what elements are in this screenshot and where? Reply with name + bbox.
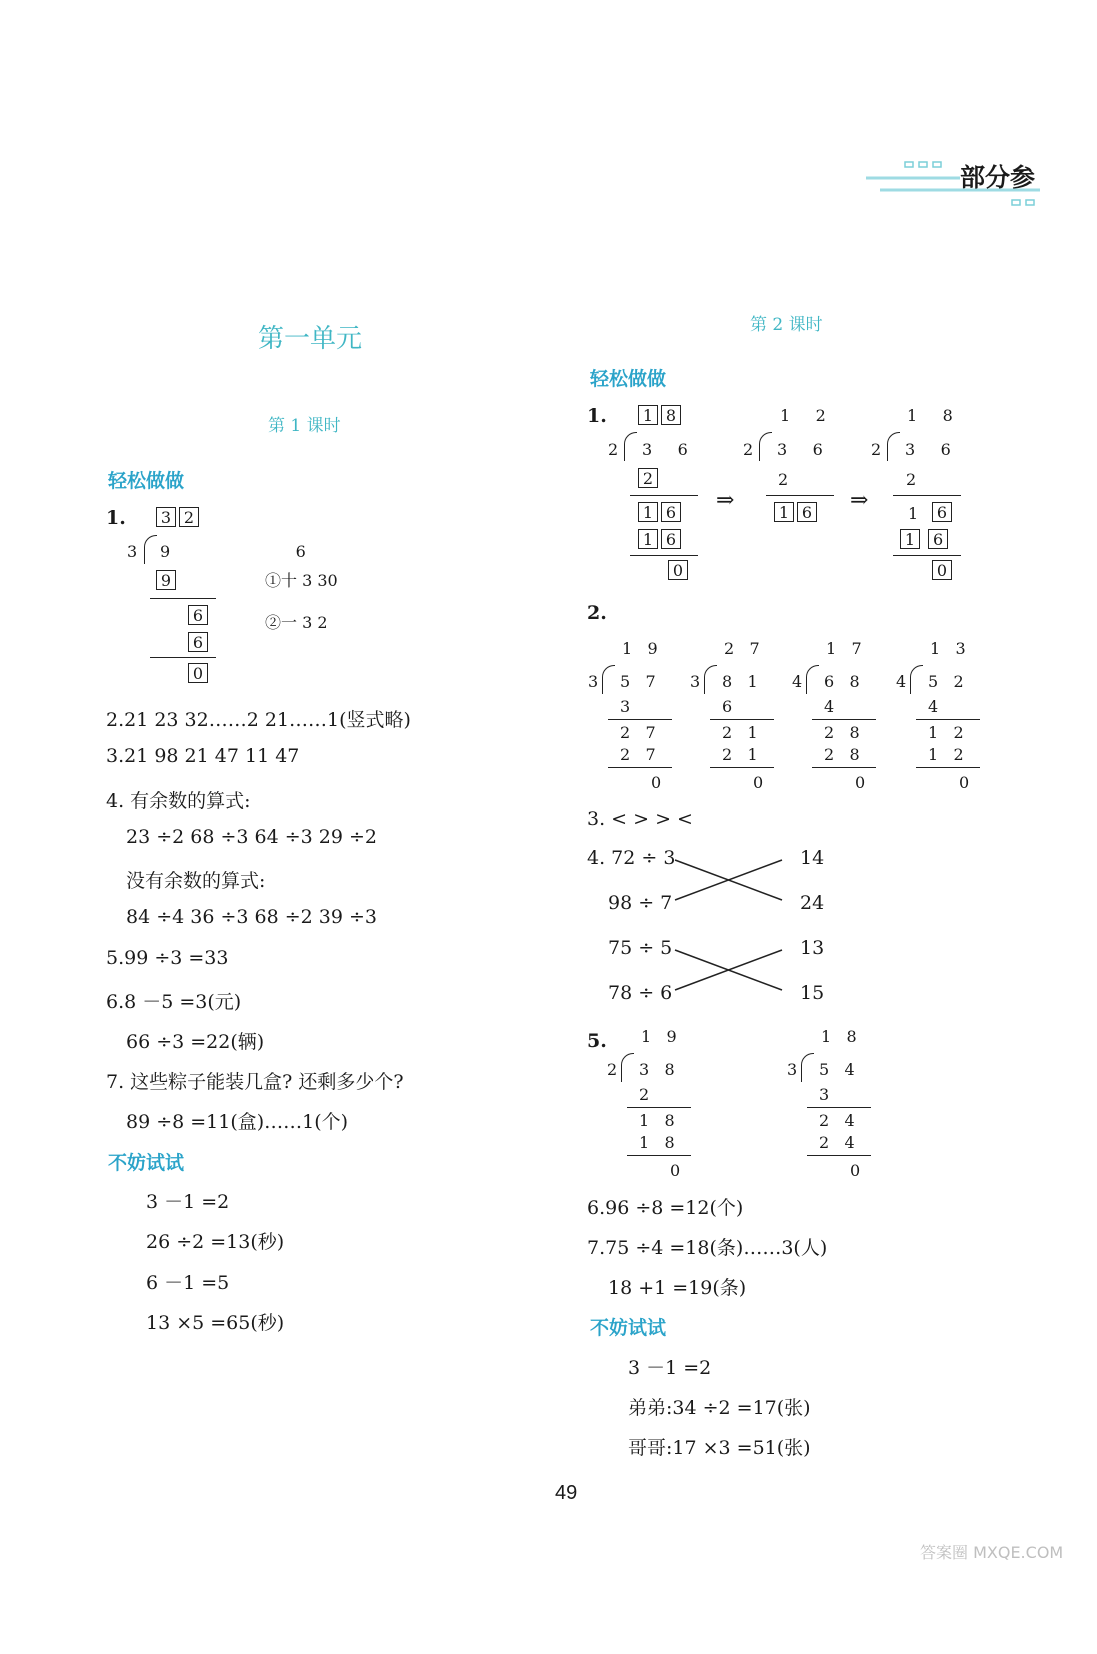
step: 4 <box>824 697 835 716</box>
division-rule <box>812 767 876 768</box>
match-left: 4. 72 ÷ 3 <box>587 847 676 869</box>
r-q1c-s1: 2 <box>906 470 917 489</box>
r-q2-num: 2. <box>587 602 607 624</box>
dividend: 8 1 <box>722 672 758 691</box>
dividend: 6 8 <box>824 672 860 691</box>
step: 3 <box>819 1085 830 1104</box>
q4-b: 84 ÷4 36 ÷3 68 ÷2 39 ÷3 <box>126 906 378 928</box>
r-q1c-s2a: 1 <box>908 504 919 523</box>
r-q1b-dividend: 3 6 <box>777 440 823 459</box>
try-line: 3 －1 =2 <box>146 1191 230 1213</box>
remainder: 0 <box>651 773 662 792</box>
division-rule <box>916 767 980 768</box>
step: 2 1 <box>722 745 758 764</box>
dividend: 5 4 <box>819 1060 855 1079</box>
q1-remainder: 0 <box>188 663 211 683</box>
q1-step3: 6 <box>188 632 211 652</box>
division-rule <box>807 1155 871 1156</box>
division-bracket <box>144 535 157 564</box>
divisor: 4 <box>792 672 803 691</box>
page-number: 49 <box>555 1482 578 1504</box>
step: 2 7 <box>620 745 656 764</box>
division-rule <box>150 657 216 658</box>
q5: 5.99 ÷3 =33 <box>106 947 229 969</box>
division-rule <box>893 555 961 556</box>
dividend: 5 7 <box>620 672 656 691</box>
match-right: 14 <box>800 847 825 869</box>
divisor: 4 <box>896 672 907 691</box>
r-q1a-rem: 0 <box>668 560 691 580</box>
q1-step1: 9 <box>156 570 179 590</box>
step: 1 2 <box>928 723 964 742</box>
q6b: 66 ÷3 =22(辆) <box>126 1031 265 1053</box>
arrow-icon: ⇒ <box>716 488 735 513</box>
remainder: 0 <box>670 1161 681 1180</box>
section-easy-2: 轻松做做 <box>590 368 667 390</box>
section-try-2: 不妨试试 <box>590 1317 667 1339</box>
quotient: 1 8 <box>821 1027 857 1046</box>
quotient: 1 9 <box>622 639 658 658</box>
r-q1c-s2b: 6 <box>932 502 955 522</box>
r-q6: 6.96 ÷8 =12(个) <box>587 1197 744 1219</box>
r-q7a: 7.75 ÷4 =18(条)……3(人) <box>587 1237 828 1259</box>
q7a: 7. 这些粽子能装几盒? 还剩多少个? <box>106 1071 404 1093</box>
q3: 3.21 98 21 47 11 47 <box>106 745 300 767</box>
quotient: 1 7 <box>826 639 862 658</box>
r-q1a-dividend: 3 6 <box>642 440 688 459</box>
q2: 2.21 23 32……2 21……1(竖式略) <box>106 709 411 731</box>
r-q1a-divisor: 2 <box>608 440 619 459</box>
match-right: 15 <box>800 982 825 1004</box>
remainder: 0 <box>850 1161 861 1180</box>
r-q1b-s2: 1 6 <box>774 502 820 522</box>
division-bracket <box>910 665 923 694</box>
divisor: 3 <box>588 672 599 691</box>
lesson-title-1: 第 1 课时 <box>268 416 341 436</box>
q6a: 6.8 －5 =3(元) <box>106 991 242 1013</box>
match-left: 75 ÷ 5 <box>608 937 673 959</box>
quotient: 1 9 <box>641 1027 677 1046</box>
r-q1c-quotient: 1 8 <box>907 406 953 425</box>
r-q1b-quotient: 1 2 <box>780 406 826 425</box>
q7b: 89 ÷8 =11(盒)……1(个) <box>126 1111 349 1133</box>
step: 1 2 <box>928 745 964 764</box>
division-rule <box>893 495 961 496</box>
q4-title: 4. 有余数的算式: <box>106 790 251 812</box>
remainder: 0 <box>855 773 866 792</box>
step: 1 8 <box>639 1111 675 1130</box>
dividend: 3 8 <box>639 1060 675 1079</box>
division-rule <box>710 767 774 768</box>
step: 2 1 <box>722 723 758 742</box>
division-bracket <box>806 665 819 694</box>
step: 2 8 <box>824 723 860 742</box>
step: 2 4 <box>819 1111 855 1130</box>
r-q1a-s1: 2 <box>638 468 661 488</box>
division-bracket <box>704 665 717 694</box>
r-q1a-quotient: 1 8 <box>638 405 684 425</box>
match-right: 13 <box>800 937 825 959</box>
division-rule <box>812 719 876 720</box>
try-line: 弟弟:34 ÷2 =17(张) <box>628 1397 811 1419</box>
digit-box: 2 <box>179 507 199 527</box>
division-bracket <box>624 432 637 461</box>
step: 2 8 <box>824 745 860 764</box>
step: 2 7 <box>620 723 656 742</box>
division-rule <box>630 495 698 496</box>
try-line: 13 ×5 =65(秒) <box>146 1312 285 1334</box>
division-bracket <box>887 432 900 461</box>
header-title: 部分参 <box>960 163 1036 192</box>
q4-b-title: 没有余数的算式: <box>126 870 266 892</box>
r-q1b-s1: 2 <box>778 470 789 489</box>
division-rule <box>916 719 980 720</box>
divisor: 2 <box>607 1060 618 1079</box>
division-rule <box>630 555 698 556</box>
division-bracket <box>801 1053 814 1082</box>
step: 2 4 <box>819 1133 855 1152</box>
division-rule <box>627 1107 691 1108</box>
step: 2 <box>639 1085 650 1104</box>
r-q1a-s3: 1 6 <box>638 529 684 549</box>
r-q1c-rem: 0 <box>932 560 955 580</box>
division-rule <box>710 719 774 720</box>
arrow-icon: ⇒ <box>850 488 869 513</box>
step: 6 <box>722 697 733 716</box>
division-rule <box>608 719 672 720</box>
division-rule <box>807 1107 871 1108</box>
r-q3: 3. < > > < <box>587 808 693 830</box>
try-line: 26 ÷2 =13(秒) <box>146 1231 285 1253</box>
quotient: 2 7 <box>724 639 760 658</box>
r-q1b-divisor: 2 <box>743 440 754 459</box>
q4-a: 23 ÷2 68 ÷3 64 ÷3 29 ÷2 <box>126 826 378 848</box>
r-q1c-dividend: 3 6 <box>905 440 951 459</box>
division-rule <box>766 495 834 496</box>
q1-note2: ②一 3 2 <box>265 613 328 632</box>
divisor: 3 <box>690 672 701 691</box>
q1-note1: ①十 3 30 <box>265 571 338 590</box>
division-bracket <box>621 1053 634 1082</box>
q1-dividend: 9 6 <box>160 542 306 561</box>
r-q5-num: 5. <box>587 1030 607 1052</box>
division-bracket <box>602 665 615 694</box>
division-rule <box>627 1155 691 1156</box>
divisor: 3 <box>787 1060 798 1079</box>
quotient: 1 3 <box>930 639 966 658</box>
match-left: 78 ÷ 6 <box>608 982 673 1004</box>
lesson-title-2: 第 2 课时 <box>750 315 823 335</box>
try-line: 哥哥:17 ×3 =51(张) <box>628 1437 811 1459</box>
try-line: 6 －1 =5 <box>146 1272 230 1294</box>
dividend: 5 2 <box>928 672 964 691</box>
step: 1 8 <box>639 1133 675 1152</box>
division-rule <box>608 767 672 768</box>
q1-quotient <box>156 507 202 527</box>
digit-box: 3 <box>156 507 176 527</box>
division-bracket <box>759 432 772 461</box>
division-rule <box>150 598 216 599</box>
match-left: 98 ÷ 7 <box>608 892 673 914</box>
remainder: 0 <box>959 773 970 792</box>
q1-step2: 6 <box>188 605 211 625</box>
try-line: 3 －1 =2 <box>628 1357 712 1379</box>
step: 3 <box>620 697 631 716</box>
r-q1a-s2: 1 6 <box>638 502 684 522</box>
section-easy-1: 轻松做做 <box>108 470 185 492</box>
match-right: 24 <box>800 892 825 914</box>
remainder: 0 <box>753 773 764 792</box>
unit-title: 第一单元 <box>258 324 363 354</box>
r-q1c-divisor: 2 <box>871 440 882 459</box>
section-try-1: 不妨试试 <box>108 1152 185 1174</box>
q1-num: 1. <box>106 507 126 529</box>
r-q7b: 18 +1 =19(条) <box>608 1277 747 1299</box>
r-q1c-s3: 1 6 <box>900 529 951 549</box>
r-q1-num: 1. <box>587 405 607 427</box>
step: 4 <box>928 697 939 716</box>
q1-divisor: 3 <box>127 542 138 561</box>
watermark: 答案圈 MXQE.COM <box>920 1543 1064 1562</box>
